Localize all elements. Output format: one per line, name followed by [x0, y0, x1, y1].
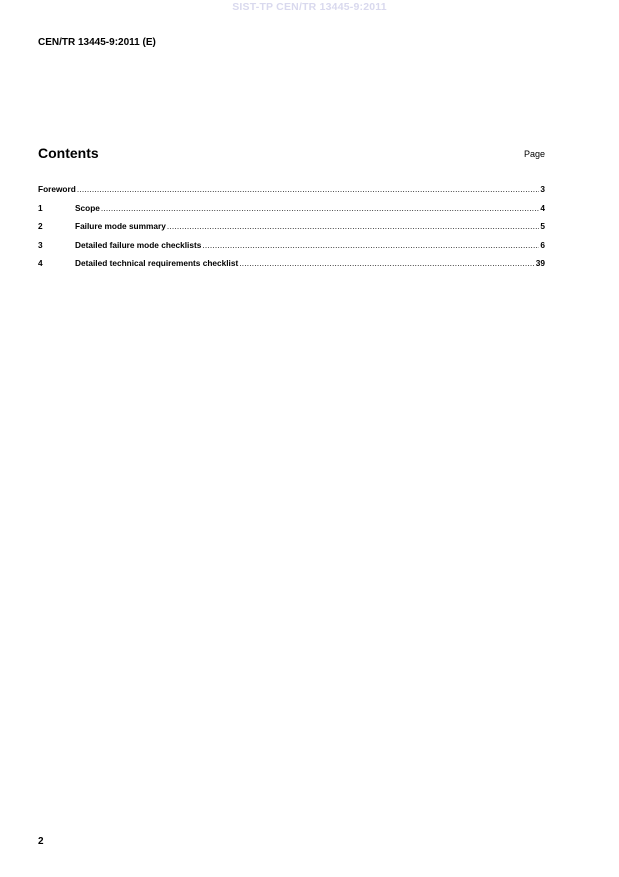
toc-entry-page: 5 — [540, 221, 545, 231]
toc-entry-title: Scope — [75, 202, 100, 213]
toc-entry-scope[interactable] — [38, 203, 545, 222]
toc-entry-page: 4 — [540, 202, 545, 213]
document-identifier: CEN/TR 13445-9:2011 (E) — [38, 37, 156, 48]
toc-entry-title: Detailed failure mode checklists — [75, 239, 202, 250]
toc-entry-page: 39 — [535, 258, 545, 268]
toc-entry-title: Detailed technical requirements checklist — [75, 258, 239, 268]
toc-dot-leader — [101, 203, 539, 213]
toc-entry-number: 4 — [38, 258, 43, 268]
page-column-label: Page — [523, 149, 545, 159]
toc-entry-title: Foreword — [38, 184, 76, 194]
toc-entry-number: 2 — [38, 221, 43, 231]
toc-entry-failure-mode-checklists[interactable] — [38, 240, 545, 259]
toc-dot-leader — [202, 240, 539, 250]
page-number: 2 — [38, 836, 44, 847]
toc-entry-failure-mode-summary[interactable] — [38, 221, 545, 240]
toc-entry-page: 6 — [540, 239, 545, 250]
toc-dot-leader — [77, 184, 540, 194]
toc-entry-foreword[interactable] — [38, 184, 545, 203]
toc-dot-leader — [239, 258, 535, 268]
toc-dot-leader — [167, 221, 540, 231]
toc-entry-number: 3 — [38, 239, 43, 250]
toc-entry-technical-requirements-checklist[interactable] — [38, 258, 545, 277]
contents-heading: Contents — [38, 145, 99, 161]
toc-entry-title: Failure mode summary — [75, 221, 166, 231]
toc-entry-page: 3 — [540, 184, 545, 194]
table-of-contents — [38, 184, 545, 277]
toc-entry-number: 1 — [38, 202, 43, 213]
watermark: SIST-TP CEN/TR 13445-9:2011 — [232, 1, 387, 13]
